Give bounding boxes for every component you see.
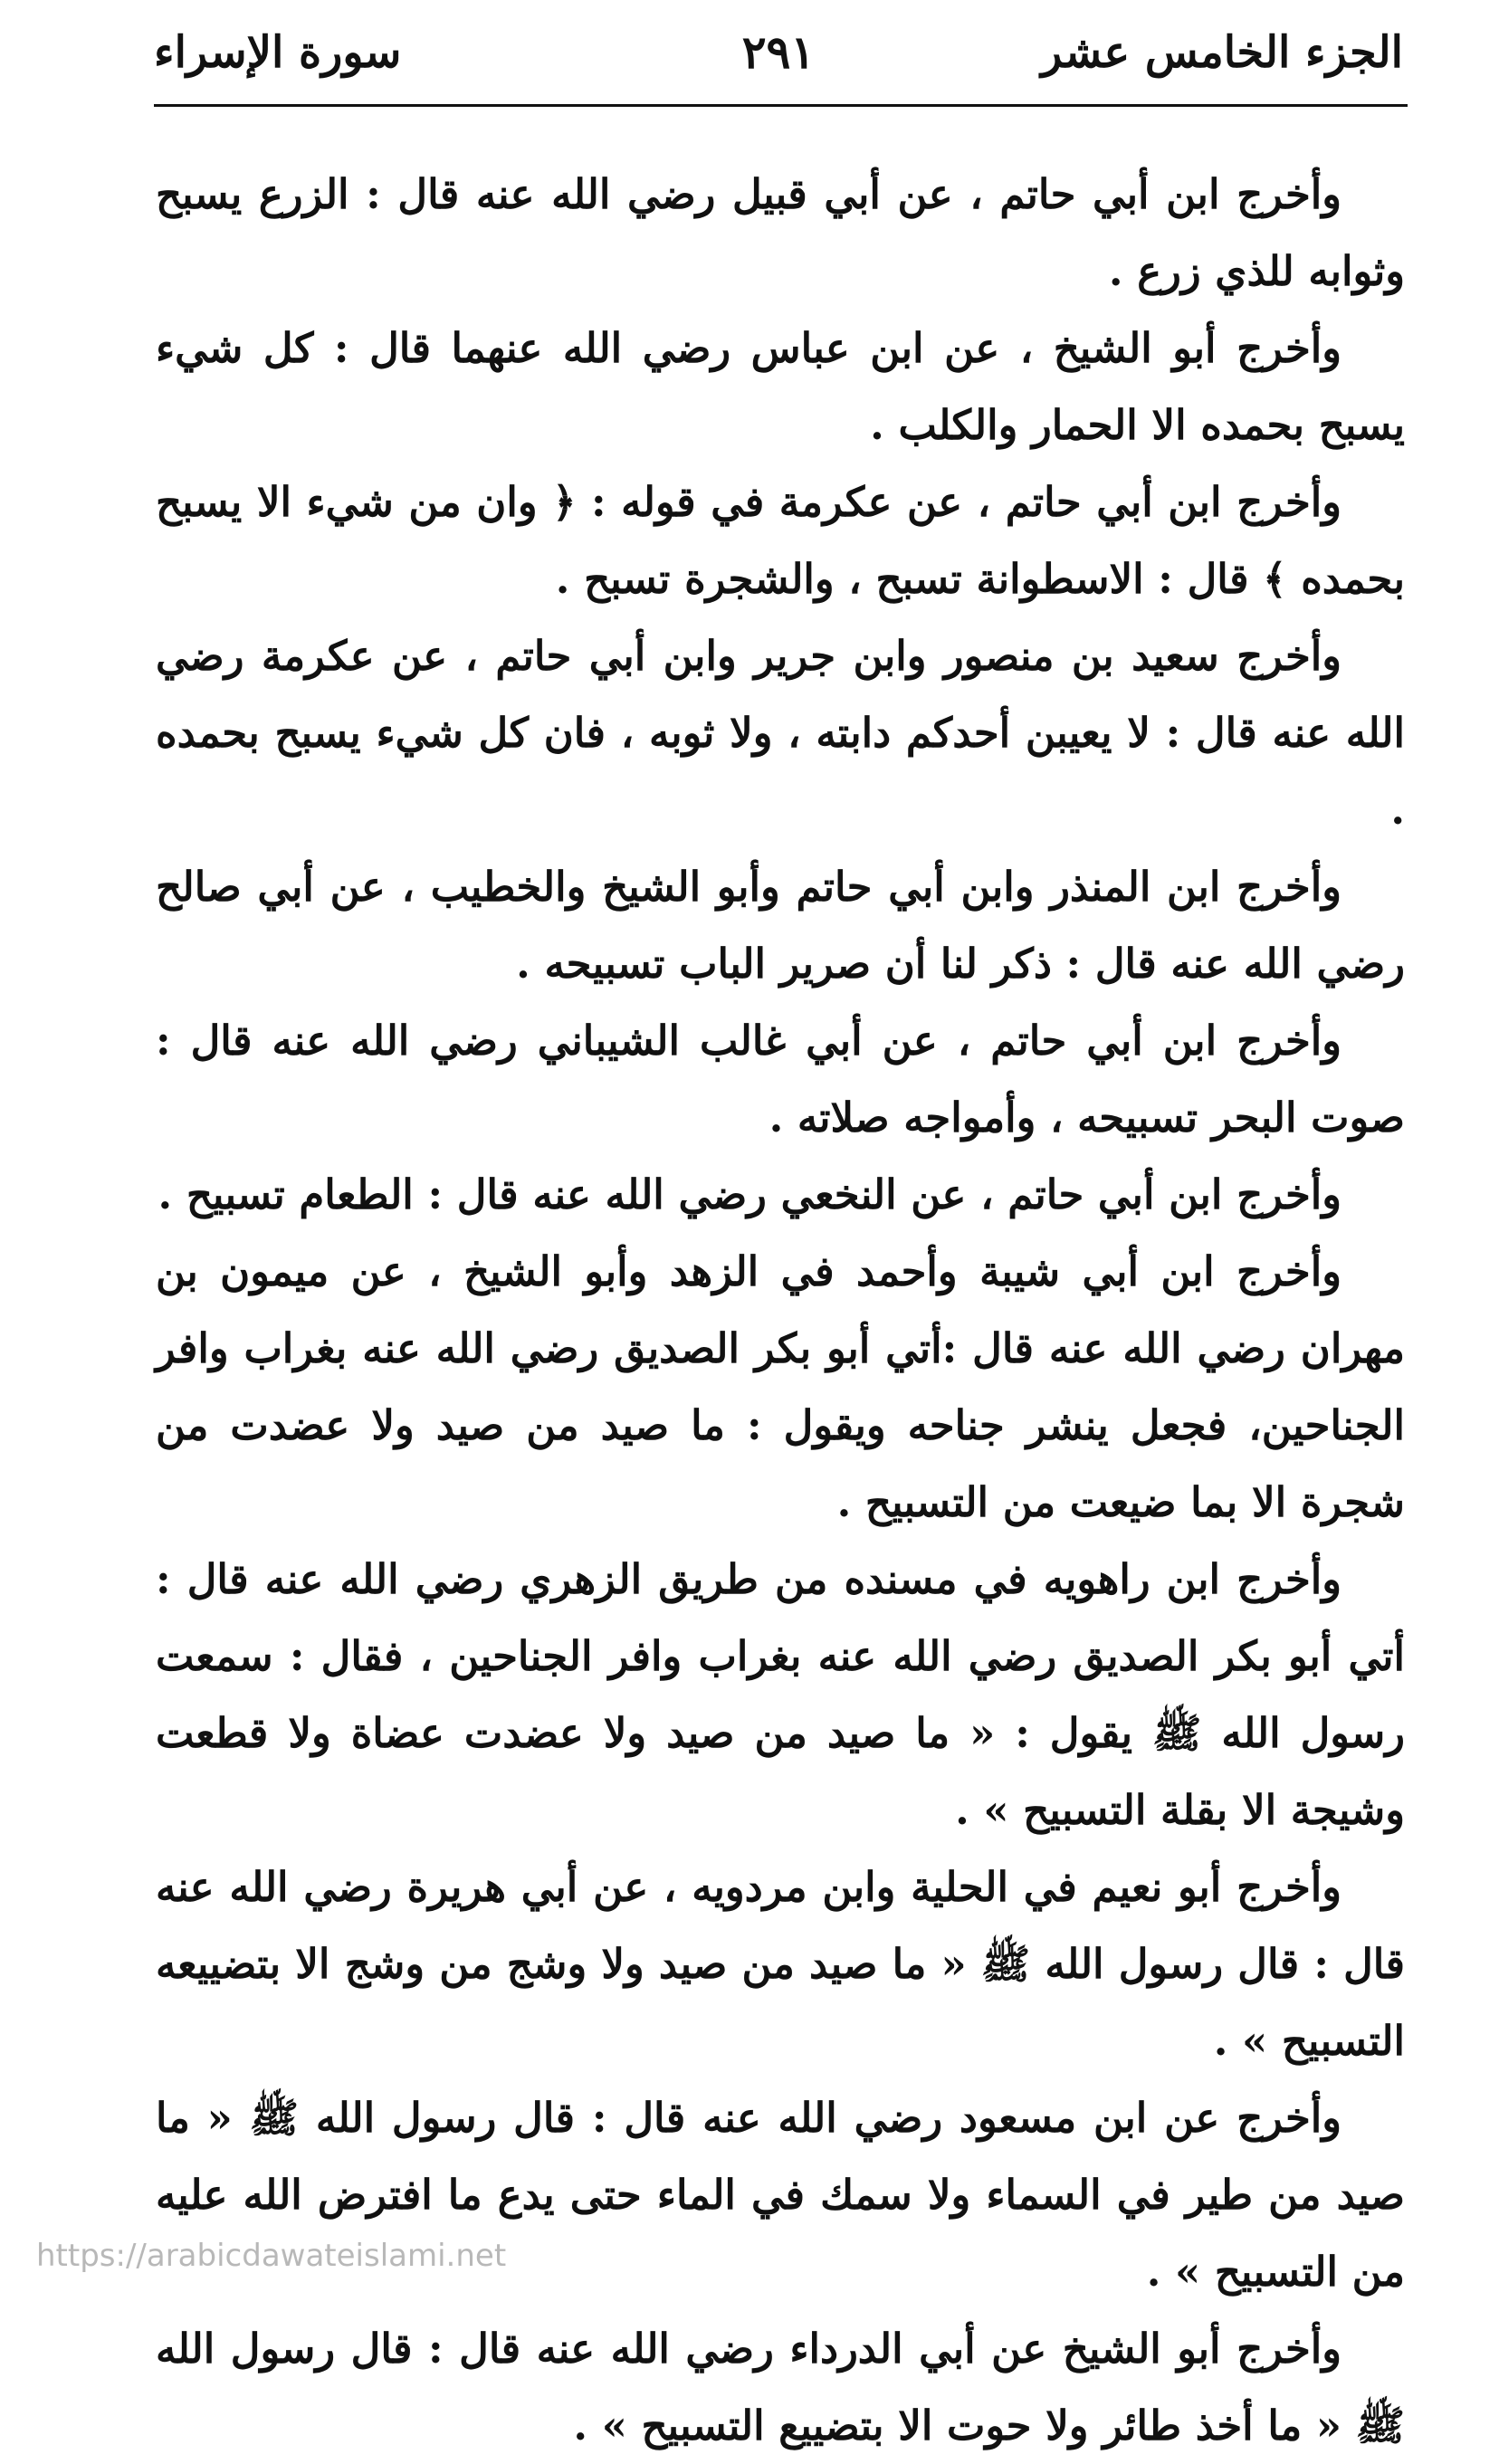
paragraph-text: وأخرج ابن أبي حاتم ، عن النخعي رضي الله عنه قال : الطعام تسبيح . [158,1170,1341,1218]
paragraph-text: وأخرج ابن راهويه في مسنده من طريق الزهري رضي الله عنه قال : أتي أبو بكر الصديق رضي الله عنه بغراب وافر الجناحين ، فقال : سمعت رسول الله ﷺ يقول : « ما صيد من صيد ولا عضدت عضاة ولا قطعت وشيجة الا بقلة التسبيح » . [156,1555,1405,1834]
page-body [156,156,1405,2464]
paragraph [156,617,1405,848]
page-header [154,18,1403,91]
paragraph [156,310,1405,463]
header-rule [154,104,1408,107]
paragraph-text: وأخرج أبو الشيخ ، عن ابن عباس رضي الله عنهما قال : كل شيء يسبح بحمده الا الحمار والكلب . [156,324,1405,449]
paragraph-text: وأخرج ابن أبي شيبة وأحمد في الزهد وأبو الشيخ ، عن ميمون بن مهران رضي الله عنه قال :أتي أبو بكر الصديق رضي الله عنه بغراب وافر الجناحين، فجعل ينشر جناحه ويقول : ما صيد من صيد ولا عضدت من شجرة الا بما ضيعت من التسبيح . [156,1247,1405,1526]
paragraph-text: وأخرج عن ابن مسعود رضي الله عنه قال : قال رسول الله ﷺ « ما صيد من طير في السماء ولا سمك في الماء حتى يدع ما افترض الله عليه من التسبيح » . [156,2094,1405,2296]
paragraph-text: وأخرج ابن أبي حاتم ، عن عكرمة في قوله : ﴿ وان من شيء الا يسبح بحمده ﴾ قال : الاسطوانة تسبح ، والشجرة تسبح . [156,478,1405,603]
paragraph-text: وأخرج ابن أبي حاتم ، عن أبي قبيل رضي الله عنه قال : الزرع يسبح وثوابه للذي زرع . [156,170,1405,295]
paragraph-text: وأخرج ابن المنذر وابن أبي حاتم وأبو الشيخ والخطيب ، عن أبي صالح رضي الله عنه قال : ذكر لنا أن صرير الباب تسبيحه . [156,863,1405,988]
source-watermark: https://arabicdawateislami.net [36,2238,507,2274]
surah-title: سورة الإسراء [154,27,402,78]
paragraph [156,463,1405,617]
page-number: ٢٩١ [741,25,816,79]
paragraph [156,1156,1405,1233]
paragraph-text: وأخرج سعيد بن منصور وابن جرير وابن أبي حاتم ، عن عكرمة رضي الله عنه قال : لا يعيبن أحدكم دابته ، ولا ثوبه ، فان كل شيء يسبح بحمده . [156,632,1405,834]
paragraph [156,848,1405,1002]
paragraph [156,1233,1405,1541]
part-title: الجزء الخامس عشر [1041,27,1403,78]
paragraph [156,1541,1405,1848]
paragraph [156,2079,1405,2310]
paragraph [156,1002,1405,1156]
paragraph [156,156,1405,310]
paragraph [156,1848,1405,2079]
paragraph [156,2310,1405,2464]
paragraph-text: وأخرج أبو الشيخ عن أبي الدرداء رضي الله عنه قال : قال رسول الله ﷺ « ما أخذ طائر ولا حوت الا بتضييع التسبيح » . [156,2325,1405,2450]
paragraph-text: وأخرج ابن أبي حاتم ، عن أبي غالب الشيباني رضي الله عنه قال : صوت البحر تسبيحه ، وأمواجه صلاته . [156,1017,1405,1141]
paragraph-text: وأخرج أبو نعيم في الحلية وابن مردويه ، عن أبي هريرة رضي الله عنه قال : قال رسول الله ﷺ « ما صيد من صيد ولا وشج من وشج الا بتضييعه التسبيح » . [156,1863,1405,2065]
